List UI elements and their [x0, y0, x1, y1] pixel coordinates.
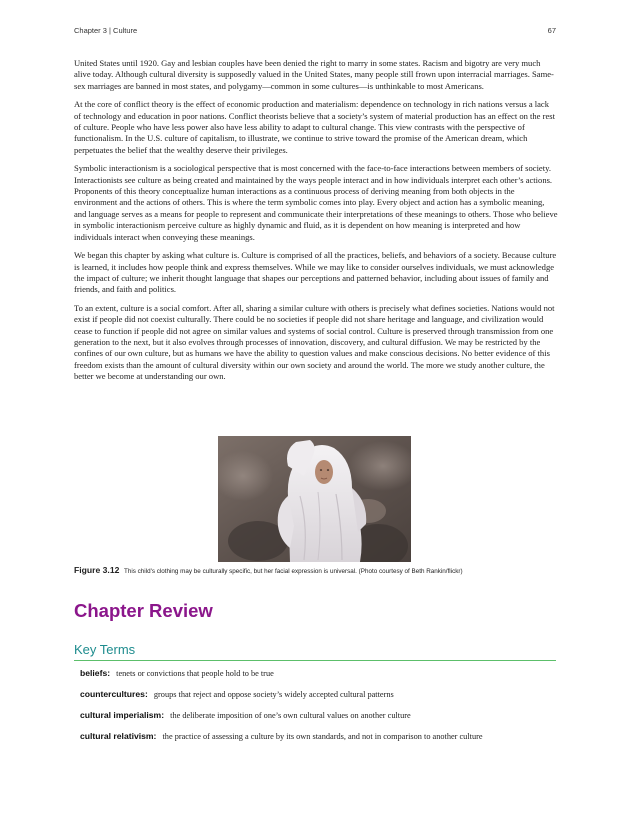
term-name: beliefs: — [80, 668, 111, 678]
photo-illustration — [218, 436, 411, 562]
body-text — [74, 58, 558, 390]
figure-caption-text: This child's clothing may be culturally specific, but her facial expression is universal. (Photo courtesy of Beth Rankin/flickr) — [124, 568, 463, 575]
paragraph: United States until 1920. Gay and lesbian couples have been denied the right to marry in some states. Racism and bigotry are very much alive today. Although cultural diversity is supposedly valued in the United States, many people still frown upon interracial marriages. Same-sex marriages are banned in most states, and polygamy—common in some cultures—is unthinkable to most Americans. — [74, 58, 554, 91]
figure-photo — [218, 436, 411, 562]
term-definition: groups that reject and oppose society’s widely accepted cultural patterns — [153, 690, 394, 699]
list-item — [80, 668, 560, 689]
paragraph: At the core of conflict theory is the effect of economic production and materialism: dependence on technology in rich nations versus a lack of technology and education in poor nations. Conflict theorists believe that a society’s system of material production has an effect on the rest of culture. People who have less power also have less ability to adapt to cultural change. This view contrasts with the perspective of functionalism. In the U.S. culture of capitalism, to illustrate, we continue to strive toward the promise of the American dream, which perpetuates the belief that the wealthy deserve their privileges. — [74, 99, 555, 155]
header-chapter-title: Chapter 3 | Culture — [74, 26, 138, 35]
running-header — [74, 26, 556, 38]
list-item — [80, 689, 560, 710]
page-number: 67 — [547, 26, 556, 35]
paragraph: We began this chapter by asking what culture is. Culture is comprised of all the practices, beliefs, and behaviors of a society. Because culture is learned, it includes how people think and express themselves. While we may like to consider ourselves individuals, we must acknowledge the impact of culture; we inherit thought language that shapes our perceptions and patterned behavior, including about issues of family and friends, and faith and politics. — [74, 250, 557, 295]
key-terms-heading: Key Terms — [74, 642, 556, 661]
term-name: cultural imperialism: — [80, 710, 165, 720]
term-definition: the practice of assessing a culture by its own standards, and not in comparison to another culture — [162, 732, 483, 741]
key-terms-list — [80, 668, 560, 752]
term-name: cultural relativism: — [80, 731, 157, 741]
paragraph: Symbolic interactionism is a sociological perspective that is most concerned with the face-to-face interactions between members of society. Interactionists see culture as being created and maintained by the ways people interact and in how individuals interpret each other’s actions. Proponents of this theory conceptualize human interactions as a continuous process of deriving meaning from both objects in the environment and the actions of others. This is where the term symbolic comes into play. Every object and action has a symbolic meaning, and language serves as a means for people to represent and communicate their interpretations of these meanings to others. Those who believe in symbolic interactionism perceive culture as highly dynamic and fluid, as it is dependent on how meaning is interpreted and how individuals interact when conveying these meanings. — [74, 163, 558, 242]
list-item — [80, 710, 560, 731]
paragraph: To an extent, culture is a social comfort. After all, sharing a similar culture with others is precisely what defines societies. Nations would not exist if people did not coexist culturally. There could be no societies if people did not share heritage and language, and civilization would cease to function if people did not agree on similar values and systems of social control. Culture is preserved through transmission from one generation to the next, but it also evolves through processes of innovation, discovery, and cultural diffusion. We may be restricted by the confines of our own culture, but as humans we have the ability to question values and make conscious decisions. No better evidence of this freedom exists than the amount of cultural diversity within our own society and around the world. The more we study another culture, the better we become at understanding our own. — [74, 302, 555, 382]
figure-label: Figure 3.12 — [74, 565, 120, 575]
term-name: countercultures: — [80, 689, 148, 699]
figure-caption — [74, 566, 564, 576]
list-item — [80, 731, 560, 752]
term-definition: the deliberate imposition of one’s own cultural values on another culture — [170, 711, 411, 720]
chapter-review-heading: Chapter Review — [74, 600, 213, 621]
term-definition: tenets or convictions that people hold to be true — [116, 669, 274, 678]
